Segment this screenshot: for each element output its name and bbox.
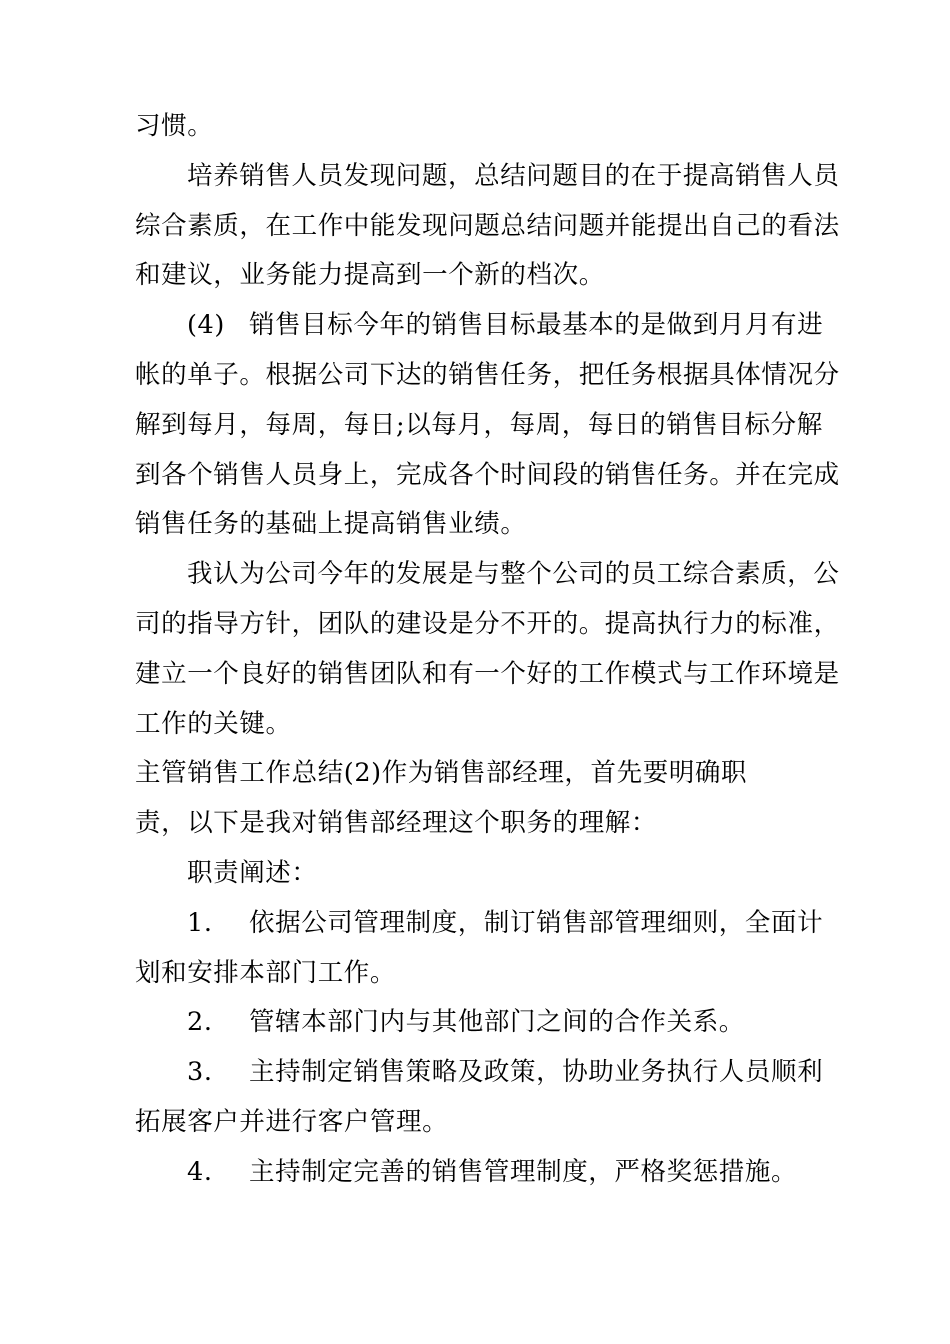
- list-number: 4.: [187, 1156, 213, 1187]
- line-text: 主持制定完善的销售管理制度，严格奖惩措施。: [249, 1156, 798, 1187]
- text-line: [135, 401, 835, 451]
- text-line: [135, 849, 835, 899]
- line-text: 解到每月，每周，每日;以每月，每周，每日的销售目标分解: [135, 409, 823, 440]
- text-line: [135, 799, 835, 849]
- line-text: 综合素质，在工作中能发现问题总结问题并能提出自己的看法: [135, 210, 840, 241]
- line-text: 习惯。: [135, 111, 214, 141]
- line-text: 划和安排本部门工作。: [135, 957, 397, 988]
- line-text: 和建议，业务能力提高到一个新的档次。: [135, 260, 605, 291]
- text-line: [135, 500, 835, 550]
- text-line: [135, 899, 835, 949]
- line-text: 主持制定销售策略及政策，协助业务执行人员顺利: [249, 1057, 824, 1088]
- text-line: [135, 749, 835, 799]
- line-text: 责，以下是我对销售部经理这个职务的理解：: [135, 808, 658, 839]
- text-line: [135, 301, 835, 351]
- text-line: [135, 251, 835, 301]
- line-text: 工作的关键。: [135, 708, 292, 739]
- text-line: [135, 1048, 835, 1098]
- text-line: [135, 650, 840, 700]
- text-line: [135, 600, 840, 650]
- line-text: 销售任务的基础上提高销售业绩。: [135, 509, 527, 540]
- line-text: 职责阐述：: [187, 857, 318, 888]
- line-text: 建立一个良好的销售团队和有一个好的工作模式与工作环境是: [135, 658, 840, 689]
- list-number: (4): [187, 310, 225, 341]
- document-page: [135, 102, 840, 1198]
- line-text: 帐的单子。根据公司下达的销售任务，把任务根据具体情况分: [135, 359, 840, 390]
- line-text: 我认为公司今年的发展是与整个公司的员工综合素质，公: [187, 559, 840, 590]
- text-line: [135, 102, 835, 152]
- line-text: 到各个销售人员身上，完成各个时间段的销售任务。并在完成: [135, 459, 840, 490]
- line-text: 销售目标今年的销售目标最基本的是做到月月有进: [249, 310, 824, 341]
- line-text: 依据公司管理制度，制订销售部管理细则，全面计: [249, 907, 824, 938]
- line-text: 司的指导方针，团队的建设是分不开的。提高执行力的标准，: [135, 608, 840, 639]
- text-line: [135, 351, 840, 401]
- text-line: [135, 152, 840, 202]
- text-line: [135, 998, 835, 1048]
- list-number: 3.: [187, 1057, 213, 1088]
- text-line: [135, 1098, 835, 1148]
- line-text: 管辖本部门内与其他部门之间的合作关系。: [249, 1007, 745, 1038]
- text-line: [135, 1148, 835, 1198]
- line-text: 拓展客户并进行客户管理。: [135, 1106, 449, 1137]
- text-line: [135, 202, 840, 252]
- list-number: 1.: [187, 907, 213, 938]
- text-line: [135, 550, 840, 600]
- text-line: [135, 700, 835, 750]
- line-text: 培养销售人员发现问题，总结问题目的在于提高销售人员: [187, 160, 840, 191]
- text-line: [135, 451, 840, 501]
- text-line: [135, 949, 835, 999]
- line-text: 主管销售工作总结(2)作为销售部经理，首先要明确职: [135, 758, 748, 789]
- list-number: 2.: [187, 1007, 213, 1038]
